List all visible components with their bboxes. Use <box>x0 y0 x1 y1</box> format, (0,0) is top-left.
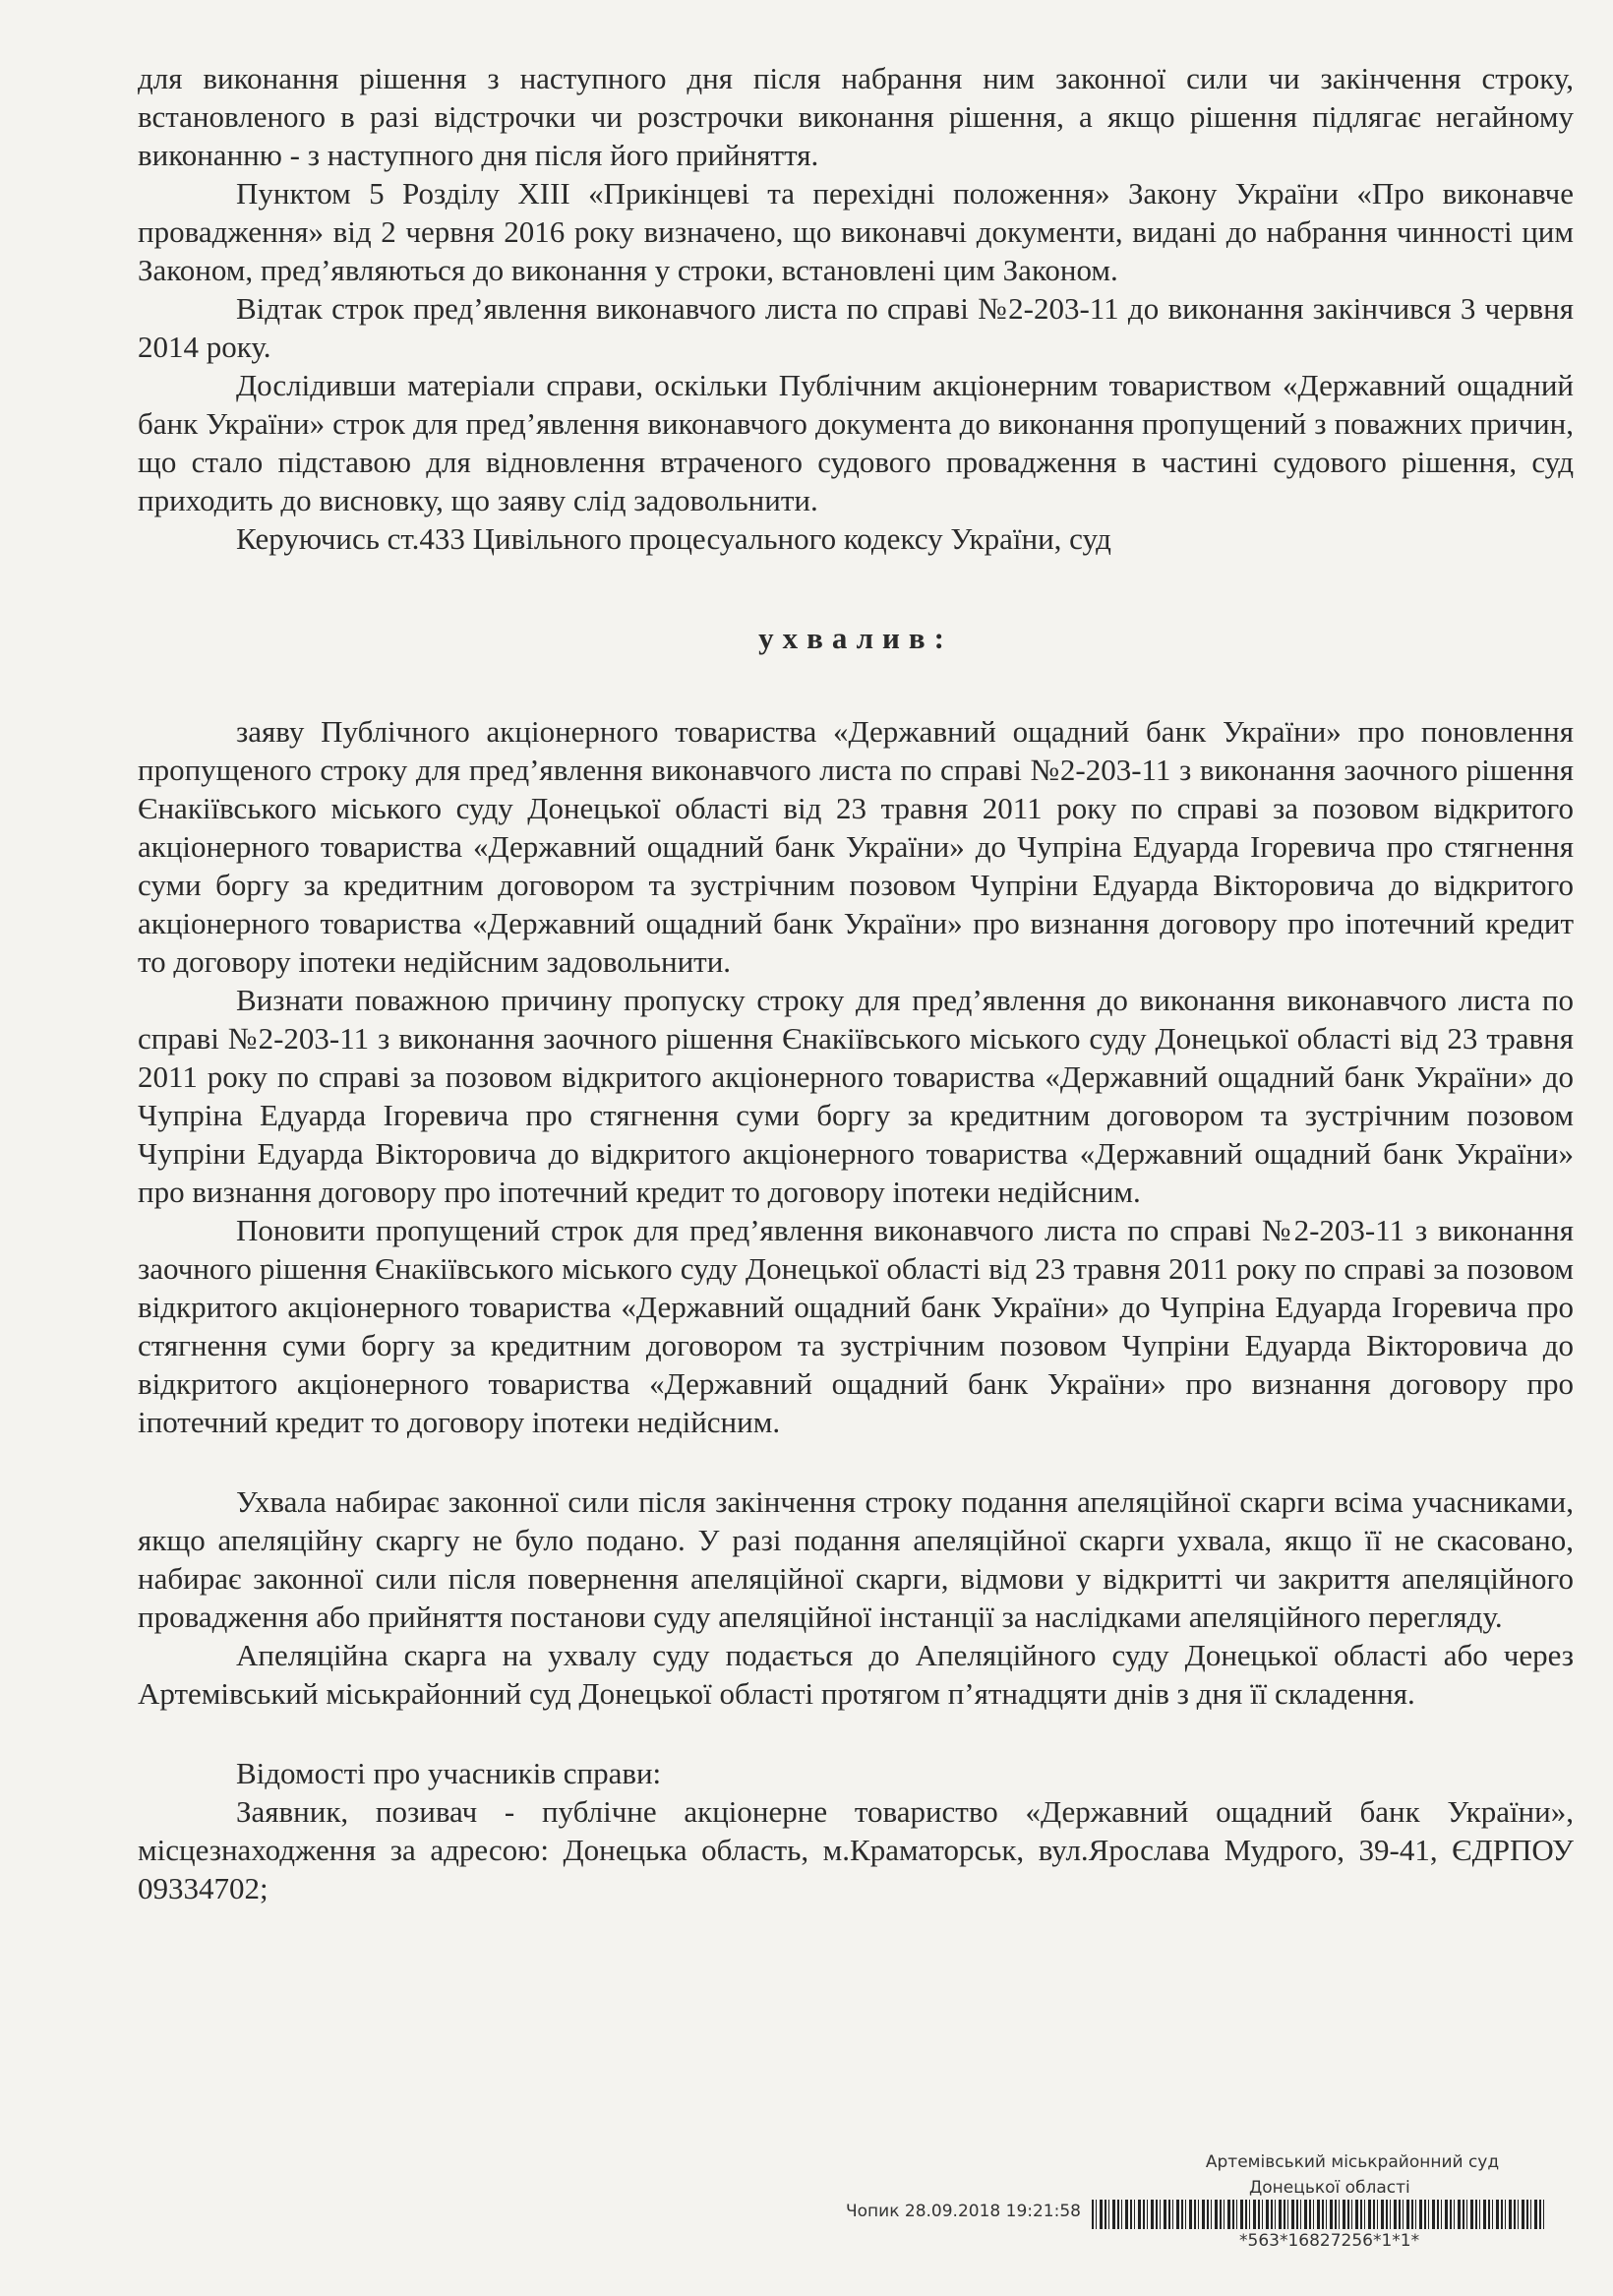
ruling-heading: ухвалив: <box>758 621 953 655</box>
closing-entry-into-force: Ухвала набирає законної сили після закінчення строку подання апеляційної скарги всіма учасниками, якщо апеляційну скаргу не було подано. У разі подання апеляційної скарги ухвала, якщо її не скасовано, набирає законної сили після повернення апеляційної скарги, відмови у відкритті чи закриття апеляційного провадження або прийняття постанови суду апеляційної інстанції за наслідками апеляційного перегляду. <box>138 1484 1574 1634</box>
participants-title: Відомості про учасників справи: <box>236 1756 662 1790</box>
closing-appeal: Апеляційна скарга на ухвалу суду подається до Апеляційного суду Донецької області або через Артемівський міськрайонний суд Донецької області протягом п’ятнадцяти днів з дня її складення. <box>138 1638 1574 1711</box>
paragraph-law-reference: Пунктом 5 Розділу ХІІІ «Прикінцеві та перехідні положення» Закону України «Про виконавче провадження» від 2 червня 2016 року визначено, що виконавчі документи, видані до набрання чинності цим Законом, пред’являються до виконання у строки, встановлені цим Законом. <box>138 176 1574 287</box>
footer-court-name: Артемівський міськрайонний суд <box>1205 2152 1500 2172</box>
paragraph-continuation: для виконання рішення з наступного дня після набрання ним законної сили чи закінчення строку, встановленого в разі відстрочки чи розстрочки виконання рішення, а якщо рішення підлягає негайному виконанню - з наступного дня після його прийняття. <box>138 61 1574 172</box>
paragraph-deadline: Відтак строк пред’явлення виконавчого листа по справі №2-203-11 до виконання закінчився 3 червня 2014 року. <box>138 291 1574 364</box>
paragraph-findings: Дослідивши матеріали справи, оскільки Публічним акціонерним товариством «Державний ощадний банк України» строк для пред’явлення виконавчого документа до виконання пропущений з поважних причин, що стало підставою для відновлення втраченого судового провадження в частині судового рішення, суд приходить до висновку, що заяву слід задовольнити. <box>138 368 1574 517</box>
ruling-item-renew-term: Поновити пропущений строк для пред’явлення виконавчого листа по справі №2-203-11 з виконання заочного рішення Єнакіївського міського суду Донецької області від 23 травня 2011 року по справі за позовом відкритого акціонерного товариства «Державний ощадний банк України» до Чупріна Едуарда Ігоревича про стягнення суми боргу за кредитним договором та зустрічним позовом Чупріни Едуарда Вікторовича до відкритого акціонерного товариства «Державний ощадний банк України» про визнання договору про іпотечний кредит то договору іпотеки недійсним. <box>138 1213 1574 1439</box>
paragraph-legal-basis: Керуючись ст.433 Цивільного процесуального кодексу України, суд <box>236 521 1111 556</box>
ruling-item-valid-reason: Визнати поважною причину пропуску строку для пред’явлення до виконання виконавчого листа по справі №2-203-11 з виконання заочного рішення Єнакіївського міського суду Донецької області від 23 травня 2011 року по справі за позовом відкритого акціонерного товариства «Державний ощадний банк України» до Чупріна Едуарда Ігоревича про стягнення суми боргу за кредитним договором та зустрічним позовом Чупріни Едуарда Вікторовича до відкритого акціонерного товариства «Державний ощадний банк України» про визнання договору про іпотечний кредит то договору іпотеки недійсним. <box>138 983 1574 1209</box>
barcode-icon <box>1092 2200 1544 2229</box>
footer-barcode-code: *563*16827256*1*1* <box>1239 2231 1420 2251</box>
footer-court-region: Донецької області <box>1249 2178 1410 2198</box>
participant-applicant: Заявник, позивач - публічне акціонерне товариство «Державний ощадний банк України», місцезнаходження за адресою: Донецька область, м.Краматорськ, вул.Ярослава Мудрого, 39-41, ЄДРПОУ 09334702; <box>138 1794 1574 1905</box>
document-footer <box>846 2152 1593 2270</box>
document-body <box>138 59 1574 1907</box>
footer-clerk-stamp: Чопик 28.09.2018 19:21:58 <box>846 2202 1081 2221</box>
ruling-item-grant: заяву Публічного акціонерного товариства «Державний ощадний банк України» про поновлення пропущеного строку для пред’явлення виконавчого листа по справі №2-203-11 з виконання заочного рішення Єнакіївського міського суду Донецької області від 23 травня 2011 року по справі за позовом відкритого акціонерного товариства «Державний ощадний банк України» до Чупріна Едуарда Ігоревича про стягнення суми боргу за кредитним договором та зустрічним позовом Чупріни Едуарда Вікторовича до відкритого акціонерного товариства «Державний ощадний банк України» про визнання договору про іпотечний кредит то договору іпотеки недійсним задовольнити. <box>138 714 1574 979</box>
